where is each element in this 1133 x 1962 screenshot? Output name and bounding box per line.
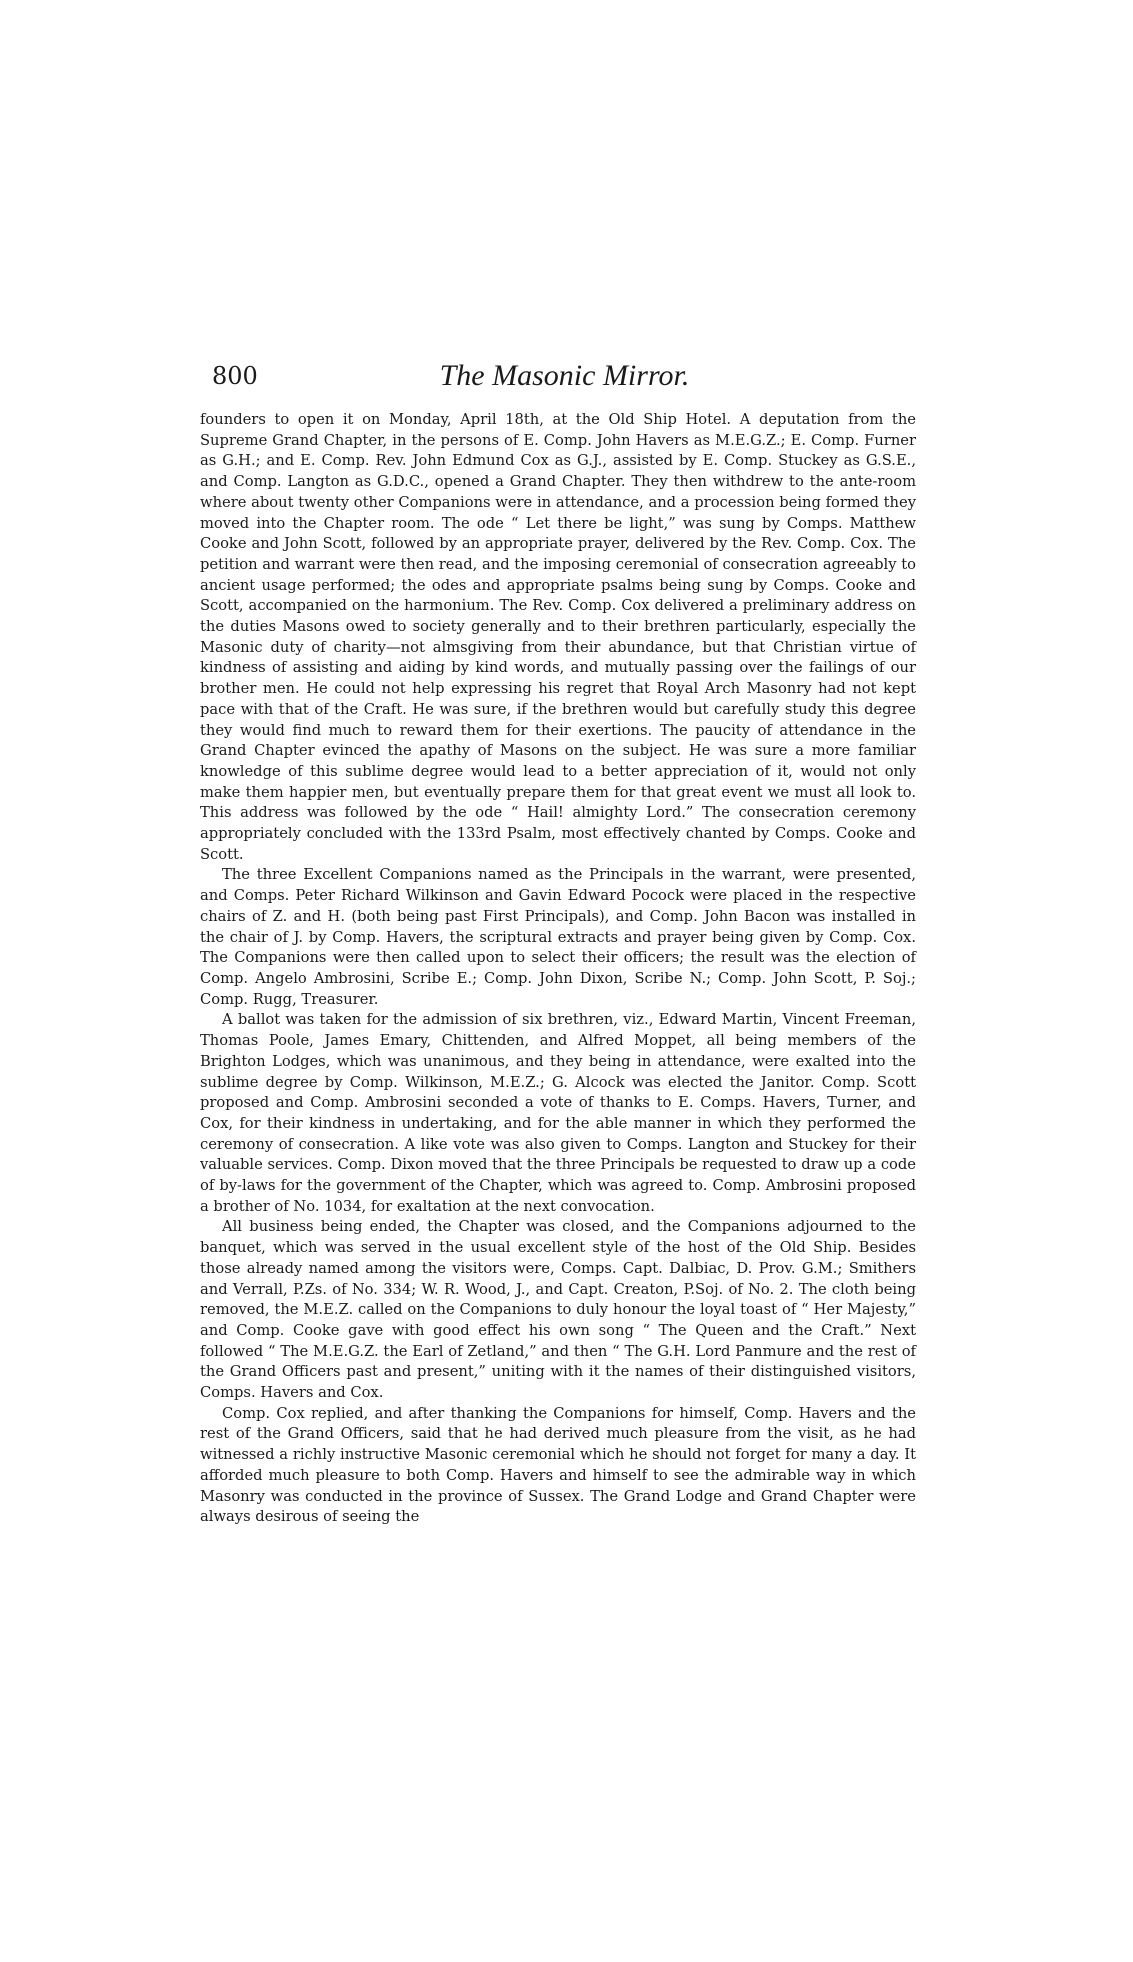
running-title: The Masonic Mirror. [439,359,690,392]
paragraph: All business being ended, the Chapter was closed, and the Companions adjourned to the banquet, which was served in the usual excellent style of the host of the Old Ship. Besides those already named among the visitors were, Comps. Capt. Dalbiac, D. Prov. G.M.; Smithers and Verrall, P.Zs. of No. 334; W. R. Wood, J., and Capt. Creaton, P.Soj. of No. 2. The cloth being removed, the M.E.Z. called on the Companions to duly honour the loyal toast of “ Her Majesty,” and Comp. Cooke gave with good effect his own song “ The Queen and the Craft.” Next followed “ The M.E.G.Z. the Earl of Zetland,” and then “ The G.H. Lord Panmure and the rest of the Grand Officers past and present,” uniting with it the names of their distinguished visitors, Comps. Havers and Cox. [200,1218,916,1402]
page-number: 800 [212,362,258,390]
page-header [212,358,917,398]
paragraph-continuation: founders to open it on Monday, April 18th, at the Old Ship Hotel. A deputation from the Supreme Grand Chapter, in the persons of E. Comp. John Havers as M.E.G.Z.; E. Comp. Furner as G.H.; and E. Comp. Rev. John Edmund Cox as G.J., assisted by E. Comp. Stuckey as G.S.E., and Comp. Langton as G.D.C., opened a Grand Chapter. They then withdrew to the ante-room where about twenty other Companions were in attendance, and a procession being formed they moved into the Chapter room. The ode “ Let there be light,” was sung by Comps. Matthew Cooke and John Scott, followed by an appropriate prayer, delivered by the Rev. Comp. Cox. The petition and warrant were then read, and the imposing ceremonial of consecration agreeably to ancient usage performed; the odes and appropriate psalms being sung by Comps. Cooke and Scott, accompanied on the harmonium. The Rev. Comp. Cox delivered a preliminary address on the duties Masons owed to society generally and to their brethren particularly, especially the Masonic duty of charity—not almsgiving from their abundance, but that Christian virtue of kindness of assisting and aiding by kind words, and mutually passing over the failings of our brother men. He could not help expressing his regret that Royal Arch Masonry had not kept pace with that of the Craft. He was sure, if the brethren would but carefully study this degree they would find much to reward them for their exertions. The paucity of attendance in the Grand Chapter evinced the apathy of Masons on the subject. He was sure a more familiar knowledge of this sublime degree would lead to a better appreciation of it, would not only make them happier men, but eventually prepare them for that great event we must all look to. This address was followed by the ode “ Hail! almighty Lord.” The consecration ceremony appropriately concluded with the 133rd Psalm, most effectively chanted by Comps. Cooke and Scott. [200,411,916,863]
paragraph: Comp. Cox replied, and after thanking the Companions for himself, Comp. Havers and the rest of the Grand Officers, said that he had derived much pleasure from the visit, as he had witnessed a richly instructive Masonic ceremonial which he should not forget for many a day. It afforded much pleasure to both Comp. Havers and himself to see the admirable way in which Masonry was conducted in the province of Sussex. The Grand Lodge and Grand Chapter were always desirous of seeing the [200,1404,916,1526]
paragraph: A ballot was taken for the admission of six brethren, viz., Edward Martin, Vincent Freeman, Thomas Poole, James Emary, Chittenden, and Alfred Moppet, all being members of the Brighton Lodges, which was unanimous, and they being in attendance, were exalted into the sublime degree by Comp. Wilkinson, M.E.Z.; G. Alcock was elected the Janitor. Comp. Scott proposed and Comp. Ambrosini seconded a vote of thanks to E. Comps. Havers, Turner, and Cox, for their kindness in undertaking, and for the able manner in which they performed the ceremony of consecration. A like vote was also given to Comps. Langton and Stuckey for their valuable services. Comp. Dixon moved that the three Principals be requested to draw up a code of by-laws for the government of the Chapter, which was agreed to. Comp. Ambrosini proposed a brother of No. 1034, for exaltation at the next convocation. [200,1011,916,1215]
paragraph: The three Excellent Companions named as the Principals in the warrant, were presented, and Comps. Peter Richard Wilkinson and Gavin Edward Pocock were placed in the respective chairs of Z. and H. (both being past First Principals), and Comp. John Bacon was installed in the chair of J. by Comp. Havers, the scriptural extracts and prayer being given by Comp. Cox. The Companions were then called upon to select their officers; the result was the election of Comp. Angelo Ambrosini, Scribe E.; Comp. John Dixon, Scribe N.; Comp. John Scott, P. Soj.; Comp. Rugg, Treasurer. [200,866,916,1008]
article-body [200,410,916,1528]
